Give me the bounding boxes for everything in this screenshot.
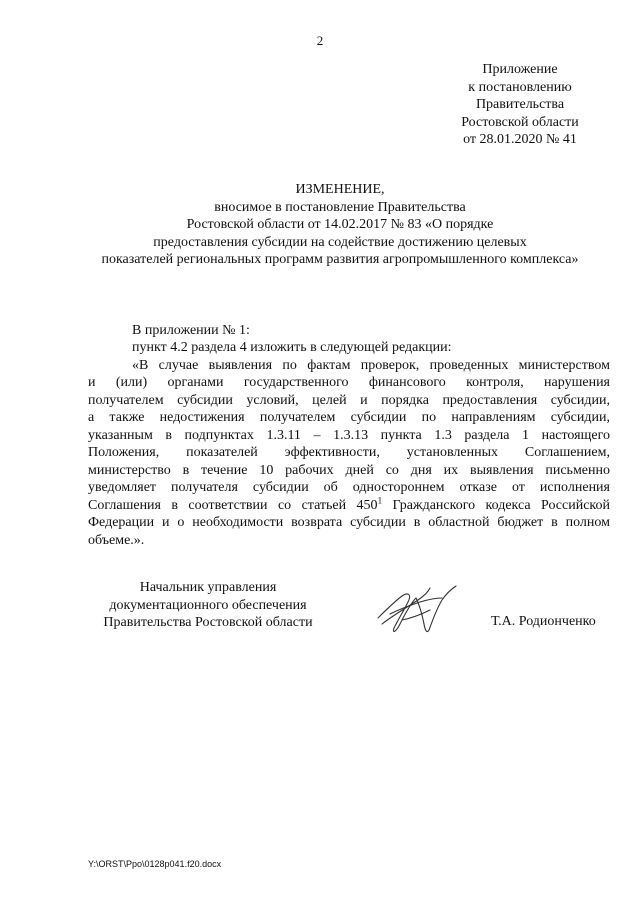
handwritten-signature	[372, 580, 462, 642]
appendix-block	[440, 61, 600, 149]
paragraph-text: Гражданского кодекса Российской	[382, 497, 611, 513]
heading-line: вносимое в постановление Правительства	[214, 199, 466, 215]
heading-title: ИЗМЕНЕНИЕ,	[295, 182, 385, 197]
signatory-position	[88, 579, 328, 632]
signatory-name: Т.А. Родионченко	[491, 614, 596, 629]
paragraph-line: а также недостижения получателем субсидии по направлениям субсидии,	[88, 410, 610, 425]
paragraph-line-with-article	[88, 494, 611, 515]
paragraph-line: и (или) органами государственного финансового контроля, нарушения	[88, 375, 610, 390]
paragraph-line: Положения, показателей эффективности, установленных Соглашением,	[88, 445, 610, 460]
paragraph-line: министерство в течение 10 рабочих дней со дня их выявления письменно	[88, 462, 610, 478]
paragraph-line: указанным в подпунктах 1.3.11 – 1.3.13 пункта 1.3 раздела 1 настоящего	[88, 427, 610, 443]
heading-line: показателей региональных программ развития агропромышленного комплекса»	[101, 252, 579, 267]
paragraph-line: уведомляет получателя субсидии об одностороннем отказе от исполнения	[88, 480, 610, 495]
body-instruction: пункт 4.2 раздела 4 изложить в следующей редакции:	[132, 340, 452, 355]
document-body	[88, 304, 610, 549]
paragraph-last-line: объеме.».	[88, 532, 145, 548]
position-line: документационного обеспечения	[109, 597, 307, 613]
paragraph-line: получателем субсидии условий, целей и порядка предоставления субсидии,	[88, 392, 610, 408]
paragraph-line: «В случае выявления по фактам проверок, проведенных министерством	[132, 357, 610, 373]
appendix-line: Ростовской области	[461, 114, 579, 130]
appendix-line: к постановлению	[468, 79, 572, 95]
position-line: Правительства Ростовской области	[103, 615, 313, 630]
page-number: 2	[316, 33, 324, 48]
heading-line: предоставления субсидии на содействие достижению целевых	[153, 234, 527, 250]
appendix-date-line: от 28.01.2020 № 41	[463, 132, 577, 147]
position-line: Начальник управления	[139, 580, 277, 595]
heading-line: Ростовской области от 14.02.2017 № 83 «О порядке	[186, 217, 494, 232]
article-superscript: 1	[377, 494, 383, 505]
appendix-line: Правительства	[475, 97, 565, 112]
document-heading	[60, 181, 620, 269]
paragraph-text: Соглашения в соответствии со статьей 450	[88, 497, 378, 513]
file-path-footer: Y:\ORST\Ppo\0128p041.f20.docx	[88, 859, 222, 869]
appendix-line: Приложение	[482, 62, 558, 77]
paragraph-line: Федерации и о необходимости возврата субсидии в областной бюджет в полном	[88, 515, 610, 530]
body-intro: В приложении № 1:	[132, 322, 250, 338]
